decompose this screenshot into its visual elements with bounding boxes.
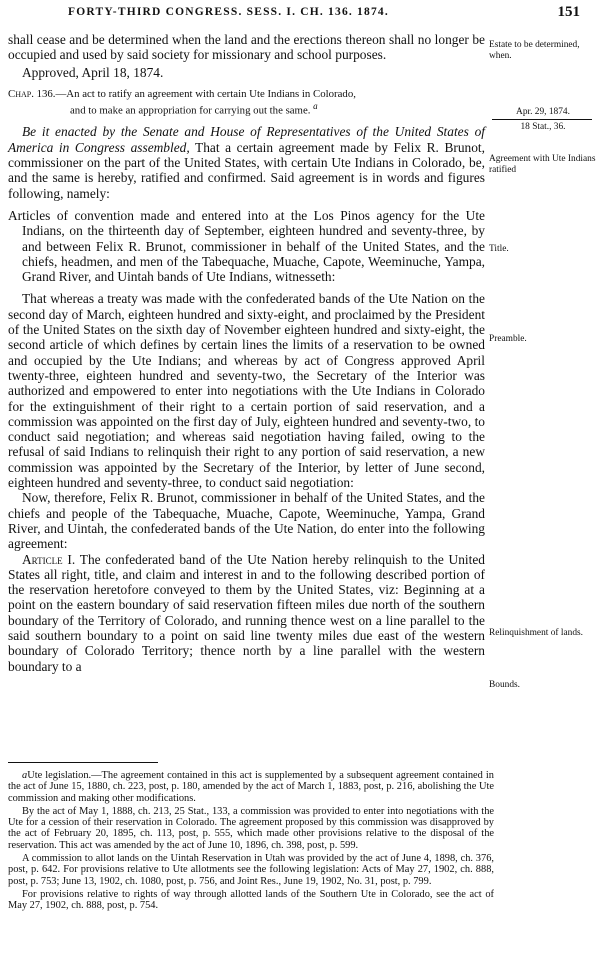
chapter-label: Chap. 136. bbox=[8, 87, 56, 100]
approval-date: Approved, April 18, 1874. bbox=[22, 64, 164, 80]
sidenote-relinquishment: Relinquishment of lands. bbox=[489, 628, 584, 638]
footnote-reference[interactable]: a bbox=[313, 100, 318, 111]
page-number: 151 bbox=[557, 4, 580, 20]
footnote-3: A commission to allot lands on the Uintah Reservation in Utah was provided by the act of June 4, 1898, ch. 376, post, p. 642. For provisions relative to Ute allotments see the following legislation: Acts of May 27, 1902, ch. 888, post, p. 753; June 13, 1902, ch. 1080, post, p. 756, and Joint Res., June 19, 1902, No. 31, post, p. 799. bbox=[8, 853, 494, 887]
running-header bbox=[8, 6, 592, 22]
footnote-2: By the act of May 1, 1888, ch. 213, 25 Stat., 133, a commission was provided to enter into negotiations with the Ute for a cession of their reservation in Colorado. The agreement proposed by this commission was disapproved by the act of February 20, 1895, ch. 113, post, p. 555, which made other provisions relative to the disposal of the reservation. This act was amended by the act of June 10, 1896, ch. 398, post, p. 599. bbox=[8, 805, 494, 851]
sidenote-title: Title. bbox=[489, 244, 509, 254]
continuation-paragraph: shall cease and be determined when the land and the erections thereon shall no longer be occupied and used by said society for missionary and school purposes. bbox=[8, 32, 485, 63]
sidenote-estate: Estate to be determined, when. bbox=[489, 40, 580, 61]
sidenote-preamble: Preamble. bbox=[489, 334, 527, 344]
enacting-text: That a certain agreement made by Felix R. Brunot, commissioner on the part of the United States, with certain Ute Indians in Colorado, be, and the same is hereby, ratified and confirmed. Said agreement is in words and figures following, namely: bbox=[8, 139, 485, 201]
article-text: The confederated band of the Ute Nation hereby relinquish to the United States all right, title, and claim and interest in and to the following described portion of the reservation heretofore conveyed to them by the United States, viz: Beginning at a point on the eastern boundary of said reservation fifteen miles due north of the southern boundary of the Territory of Colorado, and running thence west on a line parallel to the said southern boundary to a point on said line twenty miles due east of the western boundary of Colorado Territory; thence north by a line parallel with the western boundary to a bbox=[8, 551, 486, 674]
sidenote-rule bbox=[492, 119, 592, 120]
chapter-heading bbox=[8, 88, 485, 117]
footnote-mark: a bbox=[22, 770, 28, 781]
preamble-paragraph: That whereas a treaty was made with the confederated bands of the Ute Nation on the second day of March, eighteen hundred and sixty-eight, and proclaimed by the President of the United States on the sixth day of November eighteen hundred and sixty-eight, the second article of which defines by certain lines the limits of a reservation to be owned and occupied by the Ute Indians; and whereas by act of Congress approved April twenty-three, eighteen hundred and seventy-two, the Secretary of the Interior was authorized and empowered to enter into negotiations with the Ute Indians in Colorado for the extinguishment of their right to a certain portion of said reservation, and a commission was appointed on the first day of July, eighteen hundred and seventy-two, to conduct said negotiation; and whereas said negotiation having failed, owing to the refusal of said Indians to relinquish their right to any portion of said reservation, a new commission was appointed by the Secretary of the Interior, by letter of June second, eighteen hundred and seventy-three, to conduct said negotiation: bbox=[8, 291, 485, 491]
main-text bbox=[8, 32, 485, 674]
article-one-paragraph bbox=[8, 552, 485, 674]
sidenote-date: Apr. 29, 1874. bbox=[516, 107, 570, 117]
article-label: Article I. bbox=[22, 551, 76, 567]
footnote-1: aUte legislation.—The agreement contained in this act is supplemented by a subsequent agreement contained in the act of June 15, 1880, ch. 223, post, p. 180, amended by the act of March 1, 1883, post, p. 216, abolishing the Ute commission and making other modifications. bbox=[8, 770, 494, 804]
chapter-title-line-1: —An act to ratify an agreement with certain Ute Indians in Colorado, bbox=[55, 87, 356, 100]
enacting-clause bbox=[8, 124, 485, 200]
sidenote-statute: 18 Stat., 36. bbox=[520, 122, 566, 132]
articles-of-convention: Articles of convention made and entered into at the Los Pinos agency for the Ute Indians, on the thirteenth day of September, eighteen hundred and seventy-three, by and between Felix R. Brunot, commissioner in behalf of the United States, and the chiefs, headmen, and men of the Tabequache, Muache, Capote, Weeminuche, Yampa, Grand River, and Uintah bands of Ute Indians, witnesseth: bbox=[8, 207, 485, 285]
running-head: FORTY-THIRD CONGRESS. SESS. I. CH. 136. 1874. bbox=[68, 6, 389, 18]
footnote-rule bbox=[8, 762, 158, 763]
footnotes bbox=[8, 770, 494, 914]
sidenote-agreement: Agreement with Ute Indians ratified bbox=[489, 154, 596, 175]
now-therefore-paragraph: Now, therefore, Felix R. Brunot, commissioner in behalf of the United States, and the chiefs and people of the Tabequache, Muache, Capote, Weeminuche, Yampa, Grand River, and Uintah, the confederated bands of the Ute Nation, do enter into the following agreement: bbox=[8, 490, 485, 552]
enacting-formula: Be it enacted by the Senate and House of Representatives of the United States of America in Congress assembled, bbox=[8, 124, 485, 155]
footnote-4: For provisions relative to rights of way through allotted lands of the Southern Ute in Colorado, see the act of May 27, 1902, ch. 888, post, p. 754. bbox=[8, 888, 494, 912]
chapter-title-line-2: and to make an appropriation for carrying out the same. bbox=[70, 104, 311, 117]
sidenote-bounds: Bounds. bbox=[489, 680, 520, 690]
